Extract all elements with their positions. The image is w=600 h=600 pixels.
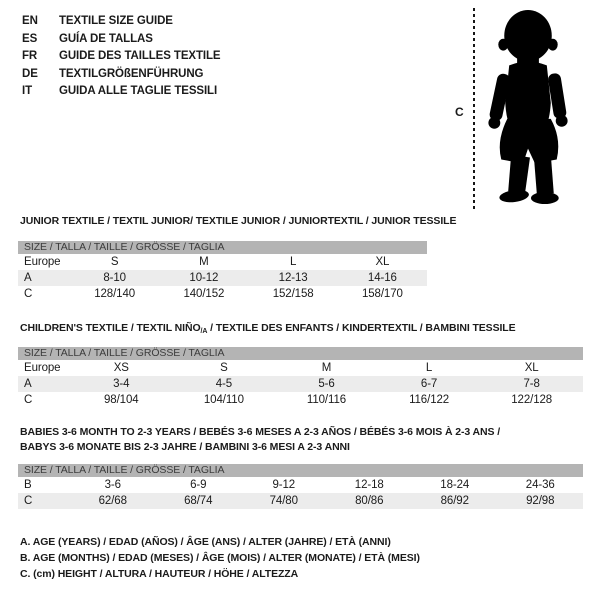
cell: 3-6 xyxy=(104,479,121,491)
cell: 12-18 xyxy=(354,479,384,491)
table-row xyxy=(18,477,583,493)
cell: XS xyxy=(113,362,129,374)
junior-size-table xyxy=(18,241,427,302)
cell: 98/104 xyxy=(104,394,139,406)
row-label: B xyxy=(24,479,32,491)
language-label: GUÍA DE TALLAS xyxy=(59,32,153,45)
cell: 122/128 xyxy=(511,394,553,406)
language-label: GUIDE DES TAILLES TEXTILE xyxy=(59,50,221,62)
cell: 92/98 xyxy=(526,495,555,507)
cell: 10-12 xyxy=(189,272,219,284)
cell: 9-12 xyxy=(272,479,296,491)
junior-section-title: JUNIOR TEXTILE / TEXTIL JUNIOR/ TEXTILE JUNIOR / JUNIORTEXTIL / JUNIOR TESSILE xyxy=(20,215,457,227)
cell: 18-24 xyxy=(440,479,470,491)
cell: S xyxy=(220,362,228,374)
cell: M xyxy=(199,256,209,268)
cell: M xyxy=(321,362,332,374)
table-row xyxy=(18,493,583,509)
babies-title-line2: BABYS 3-6 MONATE BIS 2-3 JAHRE / BAMBINI 3-6 MESI A 2-3 ANNI xyxy=(20,441,350,453)
cell: 24-36 xyxy=(525,479,555,491)
cell: 104/110 xyxy=(203,394,244,406)
row-label: C xyxy=(24,394,33,406)
language-label: GUIDA ALLE TAGLIE TESSILI xyxy=(59,85,218,97)
row-label: A xyxy=(24,378,32,390)
language-code: FR xyxy=(22,50,38,62)
cell: XL xyxy=(375,256,390,268)
children-title-text: CHILDREN'S TEXTILE / TEXTIL NIÑO xyxy=(20,322,201,334)
language-label: TEXTILE SIZE GUIDE xyxy=(59,15,173,27)
cell: 14-16 xyxy=(367,272,397,284)
children-size-table xyxy=(18,347,583,408)
children-title-subscript: /A xyxy=(200,328,208,335)
cell: S xyxy=(110,256,119,268)
table-header: SIZE / TALLA / TAILLE / GRÖSSE / TAGLIA xyxy=(18,347,583,360)
cell: 68/74 xyxy=(184,495,213,507)
height-measure-dashed-line xyxy=(473,8,475,210)
language-row xyxy=(22,83,221,101)
babies-title-line1: BABIES 3-6 MONTH TO 2-3 YEARS / BEBÉS 3-6 MESES A 2-3 AÑOS / BÉBÉS 3-6 MOIS À 2-3 ANS / xyxy=(20,426,501,438)
row-label: Europe xyxy=(24,362,61,374)
children-section-title xyxy=(20,321,516,339)
row-label: A xyxy=(24,272,32,284)
cell: 110/116 xyxy=(306,394,347,406)
cell: L xyxy=(425,362,433,374)
table-row xyxy=(18,360,583,376)
language-code: EN xyxy=(22,15,38,27)
cell: 86/92 xyxy=(440,495,469,507)
cell: 62/68 xyxy=(98,495,127,507)
height-measure-label: C xyxy=(455,105,464,119)
cell: 116/122 xyxy=(409,394,450,406)
children-title-text: / TEXTILE DES ENFANTS / KINDERTEXTIL / BAMBINI TESSILE xyxy=(207,322,516,334)
cell: 12-13 xyxy=(278,272,308,284)
table-row xyxy=(18,286,427,302)
cell: 8-10 xyxy=(103,272,126,284)
language-guide-list xyxy=(22,13,221,101)
cell: 80/86 xyxy=(355,495,384,507)
language-code: IT xyxy=(22,85,33,97)
footnote-a: A. AGE (YEARS) / EDAD (AÑOS) / ÂGE (ANS) / ALTER (JAHRE) / ETÀ (ANNI) xyxy=(20,536,391,548)
cell: 158/170 xyxy=(361,288,403,300)
footnote-c: C. (cm) HEIGHT / ALTURA / HAUTEUR / HÖHE / ALTEZZA xyxy=(20,568,299,580)
cell: L xyxy=(289,256,297,268)
cell: 7-8 xyxy=(523,378,540,390)
cell: 5-6 xyxy=(318,378,335,390)
table-header: SIZE / TALLA / TAILLE / GRÖSSE / TAGLIA xyxy=(18,241,427,254)
cell: 6-9 xyxy=(190,479,207,491)
cell: 140/152 xyxy=(183,288,225,300)
table-row xyxy=(18,254,427,270)
cell: 6-7 xyxy=(420,378,438,390)
table-row xyxy=(18,270,427,286)
language-label: TEXTILGRÖßENFÜHRUNG xyxy=(59,67,204,80)
babies-section-title xyxy=(20,425,580,455)
table-header: SIZE / TALLA / TAILLE / GRÖSSE / TAGLIA xyxy=(18,464,583,477)
footnotes xyxy=(20,534,420,582)
table-row xyxy=(18,376,583,392)
cell: 152/158 xyxy=(272,288,314,300)
table-row xyxy=(18,392,583,408)
baby-silhouette-icon xyxy=(485,8,573,206)
language-row xyxy=(22,13,221,31)
footnote-b: B. AGE (MONTHS) / EDAD (MESES) / ÂGE (MOIS) / ALTER (MONATE) / ETÀ (MESI) xyxy=(20,552,420,564)
language-code: ES xyxy=(22,32,38,45)
row-label: C xyxy=(24,288,33,300)
language-row xyxy=(22,66,221,84)
cell: XL xyxy=(524,362,539,374)
language-row xyxy=(22,48,221,66)
cell: 3-4 xyxy=(113,378,130,390)
cell: 4-5 xyxy=(215,378,233,390)
language-row xyxy=(22,31,221,49)
cell: 74/80 xyxy=(269,495,298,507)
row-label: Europe xyxy=(24,256,61,268)
babies-size-table xyxy=(18,464,583,509)
row-label: C xyxy=(24,495,33,507)
cell: 128/140 xyxy=(94,288,136,300)
language-code: DE xyxy=(22,67,38,80)
